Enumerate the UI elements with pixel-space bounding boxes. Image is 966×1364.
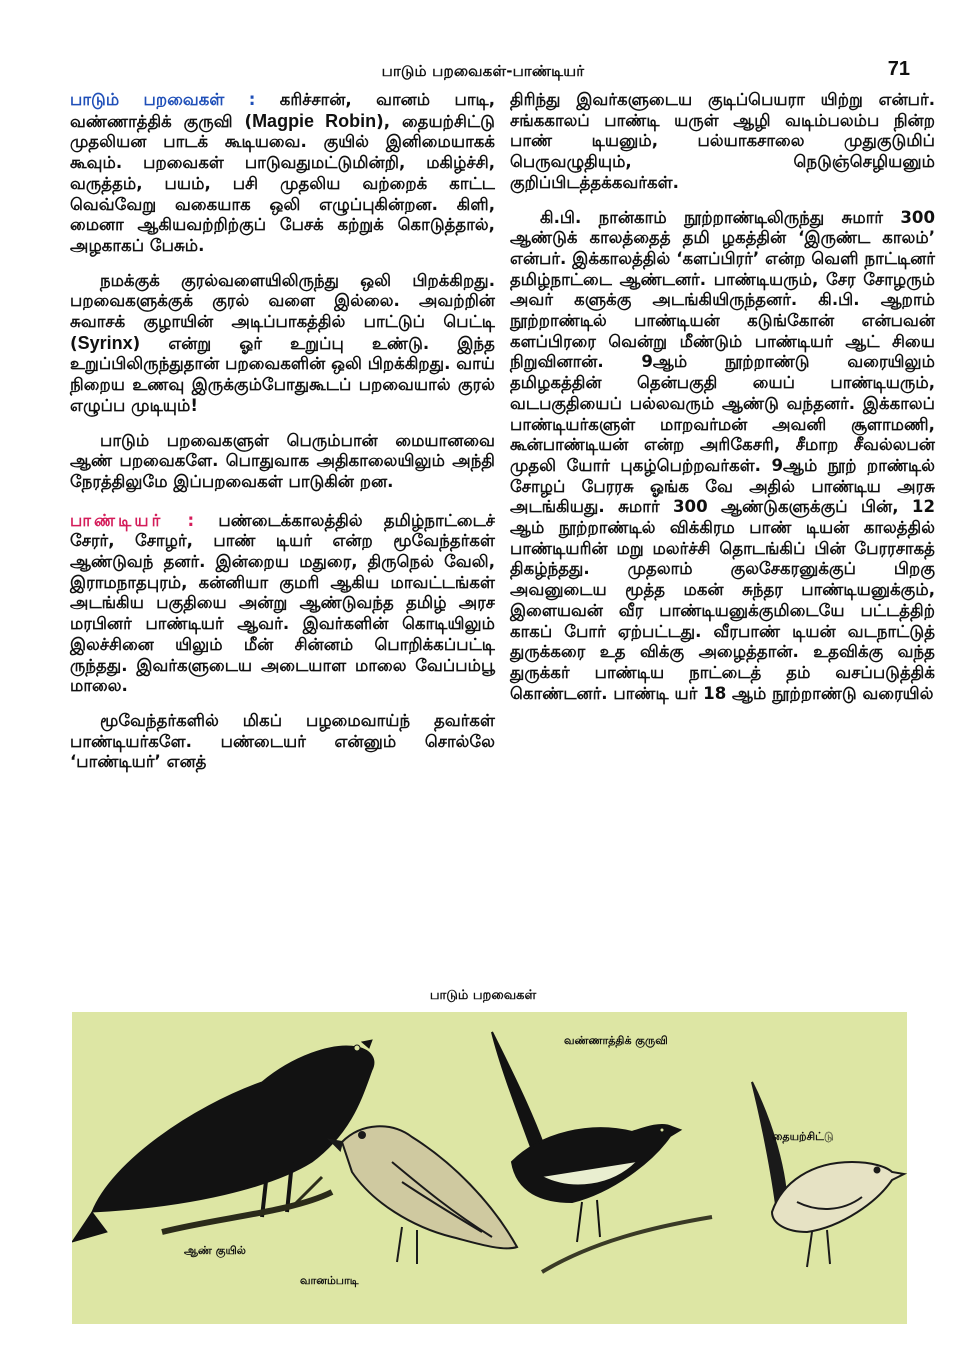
latin-term: Magpie Robin	[252, 110, 377, 131]
paragraph-singing-birds	[70, 90, 495, 257]
right-column	[510, 90, 935, 718]
paragraph-text: கரிச்சான், வானம் பாடி, வண்ணாத்திக் குருவி (	[70, 90, 495, 131]
skylark-bird	[330, 1126, 517, 1264]
paragraph-syrinx	[70, 271, 495, 417]
paragraph-ancient-pandyas	[70, 711, 495, 773]
tailorbird-bird	[752, 1082, 904, 1267]
label-koel: ஆண் குயில்	[184, 1244, 246, 1257]
figure-caption: பாடும் பறவைகள்	[429, 988, 537, 1003]
paragraph-text: மூவேந்தர்களில் மிகப் பழமைவாய்ந் தவர்கள் பாண்டியர்களே. பண்டையர் என்னும் சொல்லே ‘பாண்டியர்’ எனத்	[70, 710, 495, 772]
paragraph-text: பாடும் பறவைகளுள் பெரும்பான் மையானவை ஆண் பறவைகளே. பொதுவாக அதிகாலையிலும் அந்தி நேரத்திலுமே இப்பறவைகள் பாடுகின் றன.	[70, 430, 495, 491]
paragraph-pandyas	[70, 511, 495, 697]
paragraph-continued	[510, 90, 935, 194]
page-number: 71	[887, 58, 910, 80]
bird-illustration	[72, 1012, 907, 1324]
magpie-robin-bird	[492, 1032, 680, 1242]
birds-drawing	[72, 1012, 907, 1324]
paragraph-male-birds	[70, 431, 495, 493]
koel-bird	[72, 1040, 374, 1242]
left-column	[70, 90, 495, 787]
paragraph-text: ) என்று ஓர் உறுப்பு உண்டு. இந்த உறுப்பிலிருந்துதான் பறவைகளின் ஒலி பிறக்கிறது. வாய் நிறைய உணவு இருக்கும்போதுகூடப் பறவையால் குரல் எழுப்ப முடியும்!	[70, 333, 495, 415]
running-head: பாடும் பறவைகள்-பாண்டியர்	[381, 62, 585, 80]
paragraph-text: கி.பி. நான்காம் நூற்றாண்டிலிருந்து சுமார் 300 ஆண்டுக் காலத்தைத் தமி ழகத்தின் ‘இருண்ட காலம்’ என்பர். இக்காலத்தில் ‘களப்பிரர்’ என்ற வெளி நாட்டினர் தமிழ்நாட்டை ஆண்டனர். பாண்டியரும், சேர சோழரும் அவர் களுக்கு அடங்கியிருந்தனர். கி.பி. ஆறாம் நூற்றாண்டில் பாண்டியன் கடுங்கோன் என்பவன் களப்பிரரை வென்று மீண்டும் பாண்டியர் ஆட் சியை நிறுவினான். 9ஆம் நூற்றாண்டு வரையிலும் தமிழகத்தின் தென்பகுதி யைப் பாண்டியரும், வடபகுதியைப் பல்லவரும் ஆண்டு வந்தனர். இக்காலப் பாண்டியர்களுள் மாறவர்மன் அவனி சூளாமணி, கூன்பாண்டியன் என்ற அரிகேசரி, சீமாற சீவல்லபன் முதலி யோர் புகழ்பெற்றவர்கள். 9ஆம் நூற் றாண்டில் சோழப் பேரரசு ஓங்க வே அதில் பாண்டிய அரசு அடங்கியது. சுமார் 300 ஆண்டுகளுக்குப் பின், 12 ஆம் நூற்றாண்டில் விக்கிரம பாண் டியன் காலத்தில் பாண்டியரின் மறு மலர்ச்சி தொடங்கிப் பின் பேரரசாகத் திகழ்ந்தது. முதலாம் குலசேகரனுக்குப் பிறகு அவனுடைய மூத்த மகன் சுந்தர பாண்டியனுக்கும், இளையவன் வீர பாண்டியனுக்குமிடையே பட்டத்திற் காகப் போர் ஏற்பட்டது. வீரபாண் டியன் வடநாட்டுத் துருக்கரை உத விக்கு அழைத்தான். உதவிக்கு வந்த துருக்கர் பாண்டிய நாட்டைத் தம் வசப்படுத்திக் கொண்டனர். பாண்டி யர் 18 ஆம் நூற்றாண்டு வரையில்	[510, 207, 935, 703]
label-skylark: வானம்பாடி	[300, 1274, 359, 1287]
section-heading-singing-birds: பாடும் பறவைகள் :	[70, 90, 256, 109]
paragraph-text: திரிந்து இவர்களுடைய குடிப்பெயரா யிற்று என்பர். சங்ககாலப் பாண்டி யருள் ஆழி வடிம்பலம்ப நின்ற பாண் டியனும், பல்யாகசாலை முதுகுடுமிப் பெருவழுதியும், நெடுஞ்செழியனும் குறிப்பிடத்தக்கவர்கள்.	[510, 90, 935, 192]
latin-term: Syrinx	[77, 332, 133, 353]
label-tailorbird: தையற்சிட்டு	[772, 1130, 834, 1143]
paragraph-text: பண்டைக்காலத்தில் தமிழ்நாட்டைச் சேரர், சோழர், பாண் டியர் என்ற மூவேந்தர்கள் ஆண்டுவந் தனர். இன்றைய மதுரை, திருநெல் வேலி, இராமநாதபுரம், கன்னியா குமரி ஆகிய மாவட்டங்கள் அடங்கிய பகுதியை அன்று ஆண்டுவந்த தமிழ் அரச மரபினர் பாண்டியர் ஆவர். இவர்களின் கொடியிலும் இலச்சினை யிலும் மீன் சின்னம் பொறிக்கப்பட்டி ருந்தது. இவர்களுடைய அடையாள மாலை வேப்பம்பூ மாலை.	[70, 510, 495, 696]
section-heading-pandyas: பாண்டியர் :	[70, 510, 198, 530]
paragraph-text: நமக்குக் குரல்வளையிலிருந்து ஒலி பிறக்கிறது. பறவைகளுக்குக் குரல் வளை இல்லை. அவற்றின் சுவாசக் குழாயின் அடிப்பாகத்தில் பாட்டுப் பெட்டி (	[70, 270, 495, 353]
paragraph-text: ), தையற்சிட்டு முதலியன பாடக் கூடியவை. குயில் இனிமையாகக் கூவும். பறவைகள் பாடுவதுமட்டுமின்றி, மகிழ்ச்சி, வருத்தம், பயம், பசி முதலிய வற்றைக் காட்ட வெவ்வேறு வகையாக ஒலி எழுப்புகின்றன. கிளி, மைனா ஆகியவற்றிற்குப் பேசக் கற்றுக் கொடுத்தால், அழகாகப் பேசும்.	[70, 111, 495, 255]
label-magpie-robin: வண்ணாத்திக் குருவி	[564, 1034, 668, 1047]
paragraph-kalabhras	[510, 208, 935, 705]
